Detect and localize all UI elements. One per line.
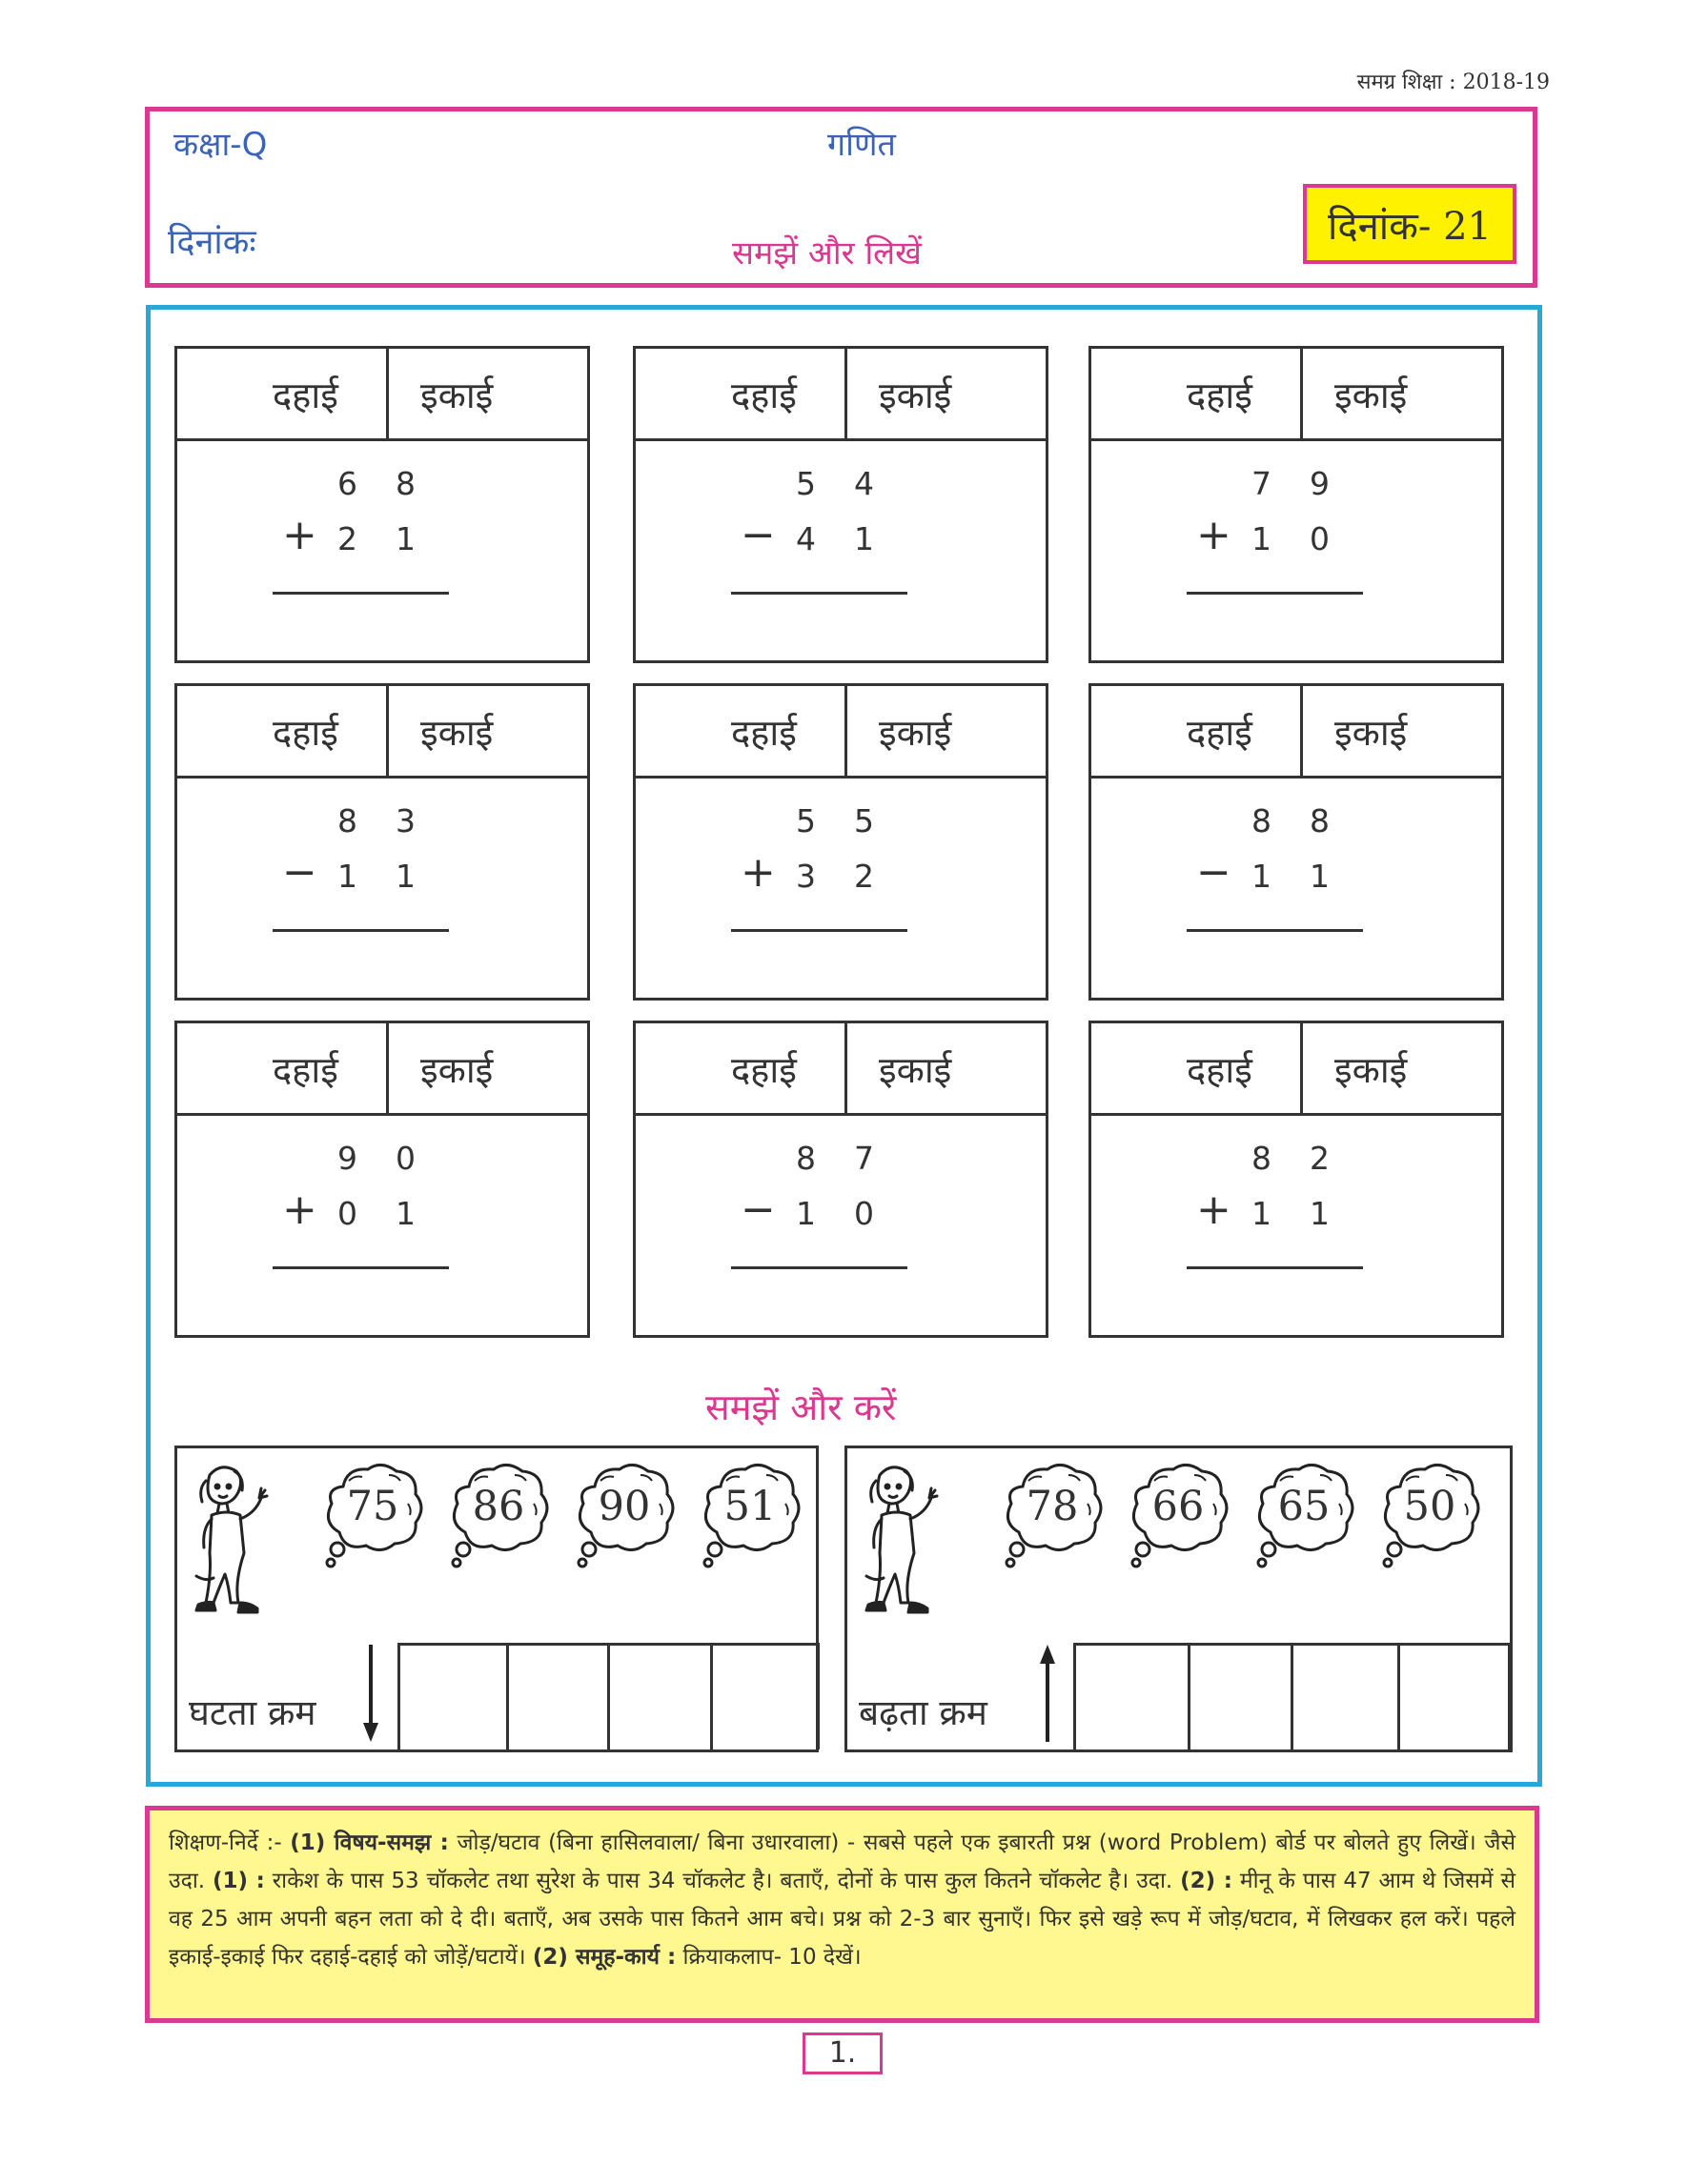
operator-sign: − xyxy=(741,1185,776,1234)
top-tens-digit: 8 xyxy=(796,1140,816,1177)
bottom-tens-digit: 0 xyxy=(337,1195,357,1232)
top-ones-digit: 3 xyxy=(396,802,416,839)
ones-label: इकाई xyxy=(1334,712,1408,754)
ones-label: इकाई xyxy=(420,1049,494,1091)
tens-label: दहाई xyxy=(273,374,338,416)
answer-cell[interactable] xyxy=(1400,1646,1511,1749)
girl-thinking-icon xyxy=(859,1462,946,1622)
class-label: कक्षा-Q xyxy=(173,126,268,164)
answer-cell[interactable] xyxy=(1190,1646,1293,1749)
top-tens-digit: 5 xyxy=(796,465,816,502)
problem-card xyxy=(633,683,1048,1001)
section-title-write: समझें और लिखें xyxy=(732,234,922,273)
bottom-tens-digit: 1 xyxy=(796,1195,816,1232)
top-ones-digit: 8 xyxy=(1310,802,1330,839)
number-cloud xyxy=(700,1462,801,1574)
ones-label: इकाई xyxy=(420,712,494,754)
instructions-example1-text: राकेश के पास 53 चॉकलेट तथा सुरेश के पास 34 चॉकलेट है। बताएँ, दोनों के पास कुल कितने चॉकलेट है। उदा. xyxy=(272,1869,1173,1893)
ordering-panel xyxy=(844,1446,1513,1752)
answer-cell[interactable] xyxy=(1293,1646,1400,1749)
column-divider xyxy=(386,1023,389,1113)
answer-cell[interactable] xyxy=(400,1646,509,1749)
ones-label: इकाई xyxy=(420,374,494,416)
place-value-header xyxy=(1091,349,1501,441)
top-tens-digit: 7 xyxy=(1251,465,1271,502)
bottom-tens-digit: 1 xyxy=(1251,858,1271,895)
cloud-number: 51 xyxy=(723,1483,777,1530)
place-value-header xyxy=(177,1023,587,1116)
program-year: समग्र शिक्षा : 2018-19 xyxy=(1356,71,1550,94)
cloud-number: 86 xyxy=(472,1483,525,1530)
girl-figure xyxy=(189,1462,276,1626)
answer-line xyxy=(1187,1266,1363,1269)
operator-sign: + xyxy=(1196,511,1231,559)
ordering-panel xyxy=(174,1446,819,1752)
order-arrow xyxy=(361,1645,380,1748)
instructions-example1-tag: (1) : xyxy=(213,1869,265,1893)
ones-label: इकाई xyxy=(879,712,952,754)
tens-label: दहाई xyxy=(731,374,797,416)
operator-sign: + xyxy=(282,511,317,559)
page-number: 1. xyxy=(803,2032,883,2074)
answer-line xyxy=(1187,929,1363,932)
top-ones-digit: 8 xyxy=(396,465,416,502)
problem-card xyxy=(633,346,1048,663)
tens-label: दहाई xyxy=(1187,374,1252,416)
place-value-header xyxy=(636,349,1046,441)
tens-label: दहाई xyxy=(273,1049,338,1091)
answer-strip xyxy=(847,1643,1510,1749)
bottom-tens-digit: 4 xyxy=(796,520,816,557)
date-label: दिनांकः xyxy=(168,223,256,262)
answer-line xyxy=(273,929,449,932)
top-tens-digit: 6 xyxy=(337,465,357,502)
instructions-lead: शिक्षण-निर्दे :- xyxy=(169,1830,282,1855)
tens-label: दहाई xyxy=(1187,1049,1252,1091)
operator-sign: + xyxy=(282,1185,317,1234)
tens-label: दहाई xyxy=(273,712,338,754)
bottom-ones-digit: 1 xyxy=(396,858,416,895)
answer-line xyxy=(1187,592,1363,595)
place-value-header xyxy=(1091,686,1501,779)
operator-sign: + xyxy=(1196,1185,1231,1234)
order-label: घटता क्रम xyxy=(189,1692,316,1733)
bottom-ones-digit: 2 xyxy=(854,858,874,895)
answer-cells xyxy=(397,1643,820,1749)
problem-card xyxy=(174,346,590,663)
number-cloud xyxy=(1128,1462,1229,1574)
ones-label: इकाई xyxy=(879,1049,952,1091)
date-badge: दिनांक- 21 xyxy=(1303,184,1516,264)
answer-cells xyxy=(1073,1643,1511,1749)
problem-card xyxy=(174,1021,590,1338)
problem-card xyxy=(1088,683,1504,1001)
bottom-ones-digit: 1 xyxy=(1310,1195,1330,1232)
instructions-example2-text: मीनू के पास 47 आम थे जिसमें से वह 25 आम अपनी बहन लता को दे दी। बताएँ, अब उसके पास कितने आम बचे। प्रश्न को 2-3 बार सुनाएँ। फिर इसे खड़े रूप में जोड़/घटाव, में लिखकर हल करें। पहले इकाई-इकाई फिर दहाई-दहाई को जोड़ें/घटायें। xyxy=(169,1869,1516,1970)
tens-label: दहाई xyxy=(731,1049,797,1091)
girl-figure xyxy=(859,1462,946,1626)
instructions-part2-text: क्रियाकलाप- 10 देखें। xyxy=(682,1945,862,1970)
bottom-ones-digit: 0 xyxy=(854,1195,874,1232)
cloud-number: 66 xyxy=(1151,1483,1205,1530)
arrow-down-icon xyxy=(361,1645,380,1744)
operator-sign: − xyxy=(741,511,776,559)
number-cloud xyxy=(448,1462,549,1574)
top-ones-digit: 7 xyxy=(854,1140,874,1177)
number-cloud xyxy=(1253,1462,1354,1574)
problem-card xyxy=(174,683,590,1001)
answer-cell[interactable] xyxy=(713,1646,820,1749)
bottom-ones-digit: 0 xyxy=(1310,520,1330,557)
subject-title: गणित xyxy=(827,126,896,164)
answer-line xyxy=(731,1266,907,1269)
tens-label: दहाई xyxy=(1187,712,1252,754)
answer-line xyxy=(273,592,449,595)
bottom-ones-digit: 1 xyxy=(1310,858,1330,895)
column-divider xyxy=(844,349,847,438)
tens-label: दहाई xyxy=(731,712,797,754)
bottom-ones-digit: 1 xyxy=(396,520,416,557)
top-tens-digit: 5 xyxy=(796,802,816,839)
answer-line xyxy=(731,929,907,932)
operator-sign: − xyxy=(1196,848,1231,897)
ones-label: इकाई xyxy=(879,374,952,416)
top-ones-digit: 4 xyxy=(854,465,874,502)
place-value-header xyxy=(177,349,587,441)
cloud-number: 90 xyxy=(598,1483,651,1530)
top-ones-digit: 5 xyxy=(854,802,874,839)
place-value-header xyxy=(1091,1023,1501,1116)
top-ones-digit: 9 xyxy=(1310,465,1330,502)
column-divider xyxy=(386,349,389,438)
operator-sign: − xyxy=(282,848,317,897)
bottom-tens-digit: 2 xyxy=(337,520,357,557)
top-tens-digit: 8 xyxy=(1251,1140,1271,1177)
ones-label: इकाई xyxy=(1334,374,1408,416)
cloud-number: 78 xyxy=(1026,1483,1079,1530)
arrow-up-icon xyxy=(1038,1645,1057,1744)
problem-card xyxy=(633,1021,1048,1338)
cloud-number: 65 xyxy=(1277,1483,1331,1530)
bottom-tens-digit: 1 xyxy=(1251,1195,1271,1232)
answer-line xyxy=(731,592,907,595)
top-tens-digit: 9 xyxy=(337,1140,357,1177)
answer-cell[interactable] xyxy=(1076,1646,1190,1749)
column-divider xyxy=(1300,1023,1303,1113)
order-arrow xyxy=(1038,1645,1057,1748)
problem-card xyxy=(1088,346,1504,663)
column-divider xyxy=(844,686,847,776)
place-value-header xyxy=(636,1023,1046,1116)
column-divider xyxy=(1300,349,1303,438)
section-title-do: समझें और करें xyxy=(705,1386,897,1428)
problem-card xyxy=(1088,1021,1504,1338)
order-label: बढ़ता क्रम xyxy=(859,1692,987,1733)
number-cloud xyxy=(1002,1462,1103,1574)
column-divider xyxy=(386,686,389,776)
answer-line xyxy=(273,1266,449,1269)
number-cloud xyxy=(1379,1462,1480,1574)
bottom-tens-digit: 3 xyxy=(796,858,816,895)
column-divider xyxy=(844,1023,847,1113)
ones-label: इकाई xyxy=(1334,1049,1408,1091)
instructions-part2-heading: (2) समूह-कार्य : xyxy=(532,1945,677,1970)
cloud-number: 75 xyxy=(346,1483,399,1530)
top-tens-digit: 8 xyxy=(1251,802,1271,839)
top-tens-digit: 8 xyxy=(337,802,357,839)
bottom-ones-digit: 1 xyxy=(396,1195,416,1232)
girl-thinking-icon xyxy=(189,1462,276,1622)
column-divider xyxy=(1300,686,1303,776)
operator-sign: + xyxy=(741,848,776,897)
answer-cell[interactable] xyxy=(509,1646,610,1749)
answer-strip xyxy=(177,1643,816,1749)
cloud-number: 50 xyxy=(1403,1483,1456,1530)
instructions-example2-tag: (2) : xyxy=(1180,1869,1232,1893)
number-cloud xyxy=(574,1462,675,1574)
top-ones-digit: 2 xyxy=(1310,1140,1330,1177)
bottom-ones-digit: 1 xyxy=(854,520,874,557)
place-value-header xyxy=(177,686,587,779)
instructions-part1-text: जोड़/घटाव (बिना हासिलवाला/ बिना उधारवाला) - सबसे पहले एक इबारती प्रश्न (word Problem) बोर्ड पर बोलते हुए लिखें। जैसे उदा. xyxy=(169,1830,1516,1893)
answer-cell[interactable] xyxy=(610,1646,713,1749)
bottom-tens-digit: 1 xyxy=(1251,520,1271,557)
top-ones-digit: 0 xyxy=(396,1140,416,1177)
place-value-header xyxy=(636,686,1046,779)
teaching-instructions xyxy=(145,1806,1539,2023)
number-cloud xyxy=(322,1462,423,1574)
instructions-part1-heading: (1) विषय-समझ : xyxy=(290,1830,449,1855)
bottom-tens-digit: 1 xyxy=(337,858,357,895)
